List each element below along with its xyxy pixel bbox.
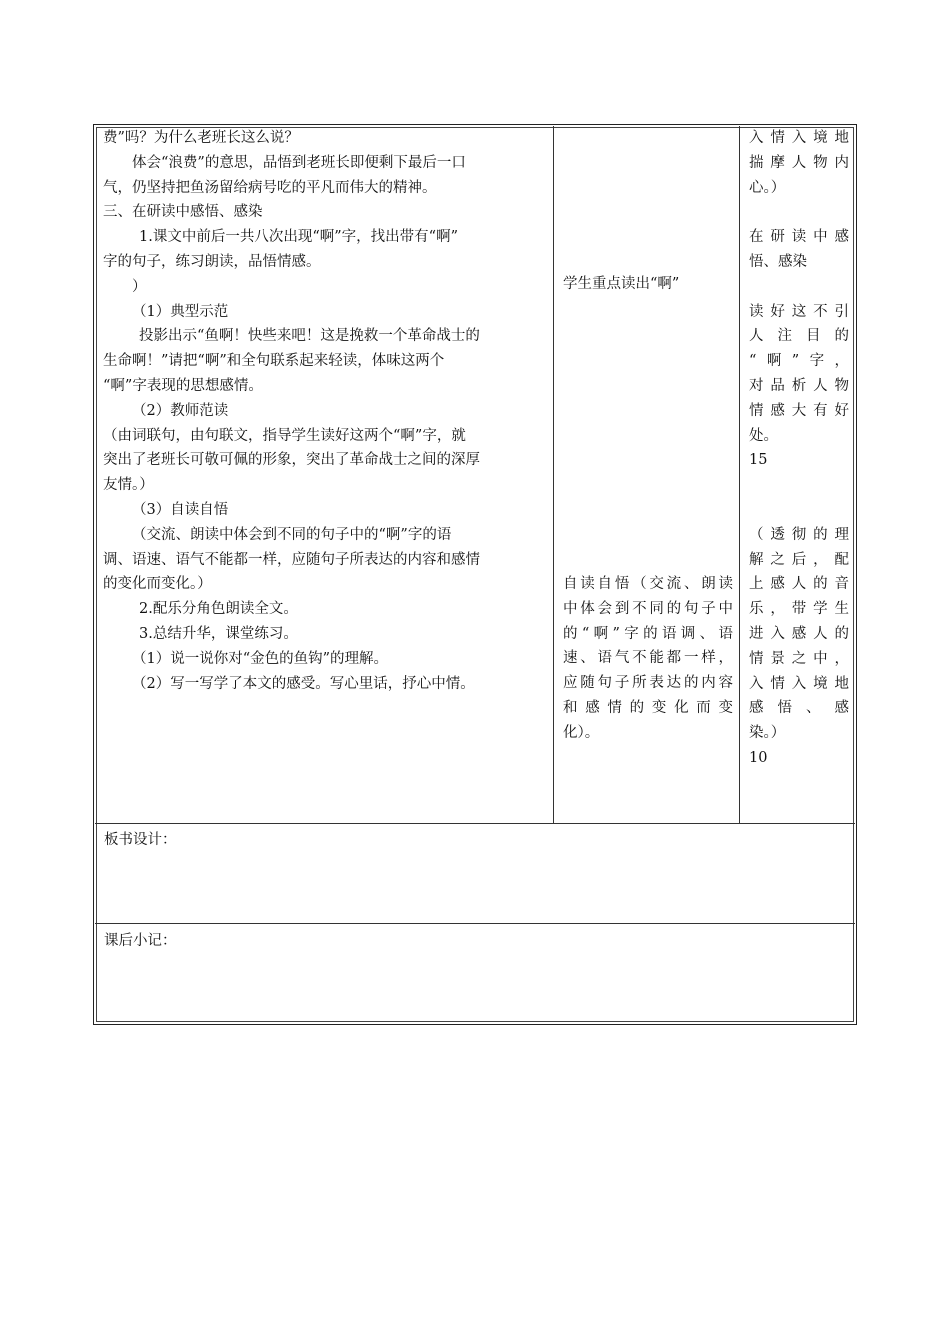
process-line: 1.课文中前后一共八次出现“啊”字，找出带有“啊” [139, 229, 458, 246]
intent-line: 乐，带学生 [749, 601, 849, 618]
sub-heading: （3）自读自悟 [132, 501, 229, 518]
sub-heading: （1）典型示范 [132, 303, 229, 320]
intent-line: 上感人的音 [749, 576, 849, 593]
process-line: “啊”字表现的思想感情。 [103, 377, 263, 394]
row-divider-afterclass [95, 923, 855, 924]
process-line: （由词联句，由句联文，指导学生读好这两个“啊”字，就 [103, 427, 466, 444]
student-activity-note-1 [563, 272, 733, 297]
student-note-line: 化）。 [563, 724, 600, 741]
section-heading: 三、在研读中感悟、感染 [103, 204, 263, 221]
intent-line: 悟、感染 [749, 253, 807, 270]
intent-line: 心。） [749, 179, 786, 196]
intent-line: 入情入境地 [749, 130, 849, 146]
process-line: （交流、朗读中体会到不同的句子中的“啊”字的语 [132, 526, 452, 543]
intent-line: 在研读中感 [749, 229, 849, 246]
column-divider-1 [553, 126, 554, 824]
intent-line: 感悟、感 [749, 700, 849, 717]
process-line: 体会“浪费”的意思，品悟到老班长即便剩下最后一口 [132, 154, 466, 171]
process-line: ） [132, 278, 147, 295]
intent-line: 读好这不引 [749, 303, 849, 320]
student-note-line: 速、语气不能都一样， [563, 650, 733, 667]
student-note-line: 应随句子所表达的内容 [563, 675, 733, 692]
process-line: 生命啊！”请把“啊”和全句联系起来轻读，体味这两个 [103, 353, 445, 370]
intent-line: （透彻的理 [749, 526, 849, 543]
time-minutes: 15 [749, 452, 768, 469]
process-line: 投影出示“鱼啊！快些来吧！这是挽救一个革命战士的 [139, 328, 480, 345]
row-divider-board [95, 823, 855, 824]
process-line: 3.总结升华，课堂练习。 [139, 625, 298, 642]
student-note-line: 中体会到不同的句子中 [563, 600, 733, 617]
sub-heading: （2）教师范读 [132, 402, 229, 419]
intent-line [749, 275, 849, 300]
process-line: 的变化而变化。） [103, 576, 212, 593]
after-class-notes-label: 课后小记： [104, 933, 177, 949]
process-line: 2.配乐分角色朗读全文。 [139, 601, 298, 618]
intent-line [749, 498, 849, 523]
process-line: 气，仍坚持把鱼汤留给病号吃的平凡而伟大的精神。 [103, 179, 437, 196]
student-activity-note-2 [563, 572, 733, 746]
intent-line: 揣摩人物内 [749, 154, 849, 171]
time-minutes: 10 [749, 749, 768, 766]
student-note-line: 自读自悟（交流、朗读 [563, 576, 733, 592]
teaching-process-cell [103, 126, 548, 696]
intent-line: 入情入境地 [749, 675, 849, 692]
intent-line [749, 473, 849, 498]
intent-line: 染。） [749, 725, 786, 742]
design-intent-cell [749, 126, 849, 771]
process-line: （2）写一写学了本文的感受。写心里话，抒心中情。 [132, 675, 475, 692]
intent-line: 人注目的 [749, 328, 849, 345]
board-design-label: 板书设计： [104, 832, 177, 848]
intent-line: 情景之中， [749, 650, 849, 667]
process-line: 突出了老班长可敬可佩的形象，突出了革命战士之间的深厚 [103, 452, 480, 469]
process-line: 调、语速、语气不能都一样，应随句子所表达的内容和感情 [103, 551, 480, 568]
column-divider-2 [739, 126, 740, 824]
intent-line: 进入感人的 [749, 625, 849, 642]
process-line: 友情。） [103, 477, 154, 494]
intent-line: “啊”字， [749, 353, 849, 370]
student-note-line: 和感情的变化而变 [563, 699, 733, 716]
process-line: （1）说一说你对“金色的鱼钩”的理解。 [132, 650, 389, 667]
intent-line: 解之后，配 [749, 551, 849, 568]
student-note-line: 学生重点读出“啊” [563, 276, 680, 292]
process-line: 费”吗？为什么老班长这么说？ [103, 130, 299, 146]
intent-line [749, 200, 849, 225]
intent-line: 处。 [749, 427, 778, 444]
process-line: 字的句子，练习朗读，品悟情感。 [103, 253, 321, 270]
intent-line: 情感大有好 [749, 402, 849, 419]
student-note-line: 的“啊”字的语调、语 [563, 625, 733, 642]
intent-line: 对品析人物 [749, 377, 849, 394]
